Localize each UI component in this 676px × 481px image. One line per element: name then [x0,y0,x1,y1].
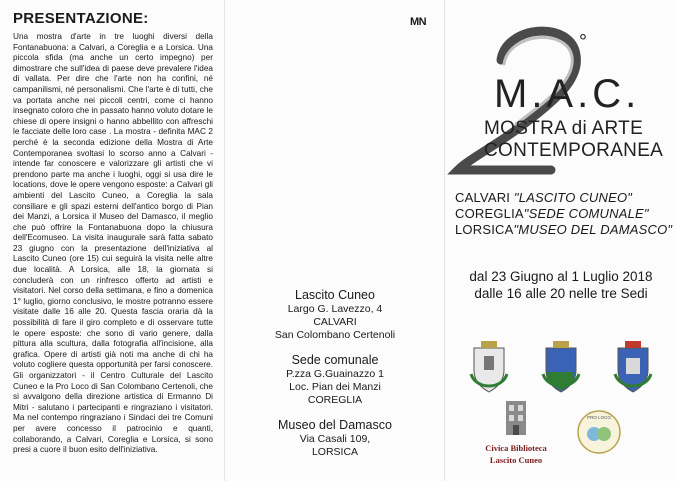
venue-address-line: Largo G. Lavezzo, 4 [287,303,383,315]
location-town: LORSICA [455,222,514,237]
dates-line1: dal 23 Giugno al 1 Luglio 2018 [469,269,653,284]
mac-title: M.A.C. [494,72,641,116]
mn-logo [405,16,431,28]
venue-name: Museo del Damasco [278,418,392,432]
venue-address-line: San Colombano Certenoli [274,329,396,341]
venue-address-line: P.zza G.Guainazzo 1 [286,368,384,380]
venue-sede-comunale [240,353,430,407]
biblioteca-building-icon [505,400,527,436]
location-town: CALVARI [455,190,511,205]
presentation-panel [13,10,213,456]
location-town: COREGLIA [455,206,524,221]
venue-lascito-cuneo [240,288,430,342]
location-venue: "MUSEO DEL DAMASCO" [513,222,673,237]
crest-coreglia [540,338,582,396]
civica-biblioteca-logo [484,400,548,465]
proloco-label: PRO LOCO [587,415,611,420]
venue-address-line: Via Casali 109, [299,433,371,445]
mac-subtitle-line1: MOSTRA di ARTE [484,118,644,139]
location-coreglia [455,206,672,222]
proloco-logo [576,409,622,455]
crest-lorsica [612,338,654,396]
locations-list [455,190,672,238]
presentation-body: Una mostra d'arte in tre luoghi diversi della Fontanabuona: a Calvari, a Coreglia e a Lorsica. Una piccola sfida (ma anche un certo impegno) per dimostrare che sull'idea di paese deve prevalere l'idea di vallata. Per dire che l'arte non ha confini, né campanilismi, né personalismi. Che l'arte è di tutti, che va portata anche nei piccoli centri, come ci hanno insegnato coloro che in passato hanno voluto dotare le chiese di opere insigni o hanno abbellito con affreschi le facciate delle loro case . La mostra - definita MAC 2 perché è la seconda edizione della Mostra di Arte Contemporanea svoltasi lo scorso anno a Calvari - intende far conoscere e valorizzare gli artisti che vi prendono parte ma anche i luoghi, oggi si usa dire le locations, dove le opere vengono esposte: a Calvari gli ambienti del Lascito Cuneo, a Coreglia la sala consiliare e gli spazi esterni dell'antico borgo di Pian dei Manzi, a Lorsica il Museo del Damasco, il meglio che può offrire la Fontanabuona dopo la chiusura dell'Ecomuseo. La visita inaugurale sarà fatta sabato 23 giugno con la presentazione dell'iniziativa al Lascito Cuneo (ore 15) cui seguirà la visita nelle altre due località. A Lorsica, alle 18, la giornata si concluderà con un rinfresco offerto ad artisti e visitatori. Nel corso della settimana, e fino a domenica 1° luglio, giorno conclusivo, le mostre potranno essere visitate dalle 16 alle 20. Questa fascia oraria dà la possibilità di fare il giro completo e di osservare tutte le opere esposte: che sono di vario genere, dalla pittura alla scultura, dalla fotografia all'incisione, alla grafica. Opere di artisti già noti ma anche di chi ha voluto cogliere questa opportunità per farsi conoscere. Gli organizzatori - il Centro Culturale del Lascito Cuneo e la Pro Loco di San Colombano Certenoli, che si avvalgono della direzione artistica di Ermanno Di Mitri - salutano i partecipanti e ringraziano i visitatori. Ma nel contempo ringraziano i Sindaci dei tre Comuni per avere concesso il patrocinio e quanti, collaborando, a Calvari, Coreglia e Lorsica, si sono presi a cuore il buon esito dell'iniziativa. [13,32,213,455]
crest-calvari-icon [468,338,510,396]
venue-address-line: Loc. Pian dei Manzi [289,381,381,393]
biblioteca-name-line2: Lascito Cuneo [489,455,543,465]
location-calvari [455,190,672,206]
crest-calvari [468,338,510,396]
mn-logo-mark: MN [409,16,427,28]
crest-coreglia-icon [540,338,582,396]
location-venue: "LASCITO CUNEO" [513,190,633,205]
venue-address-line: LORSICA [311,446,359,458]
location-venue: "SEDE COMUNALE" [523,206,649,221]
mac-subtitle-line2: CONTEMPORANEA [484,140,664,161]
fold-line-right [444,0,445,481]
venue-name: Lascito Cuneo [295,288,375,302]
venue-name: Sede comunale [291,353,379,367]
biblioteca-name-line1: Civica Biblioteca [485,443,547,453]
venues-panel [240,288,430,470]
venue-address-line: CALVARI [313,316,357,328]
mac-degree-symbol: ° [579,31,587,53]
dates-line2: dalle 16 alle 20 nelle tre Sedi [474,286,648,301]
venue-museo-del-damasco [240,418,430,459]
dates-block [461,268,661,302]
crest-lorsica-icon [612,338,654,396]
fold-line-left [224,0,225,481]
location-lorsica [455,222,672,238]
presentation-heading: PRESENTAZIONE: [13,10,149,27]
venue-address-line: COREGLIA [307,394,363,406]
